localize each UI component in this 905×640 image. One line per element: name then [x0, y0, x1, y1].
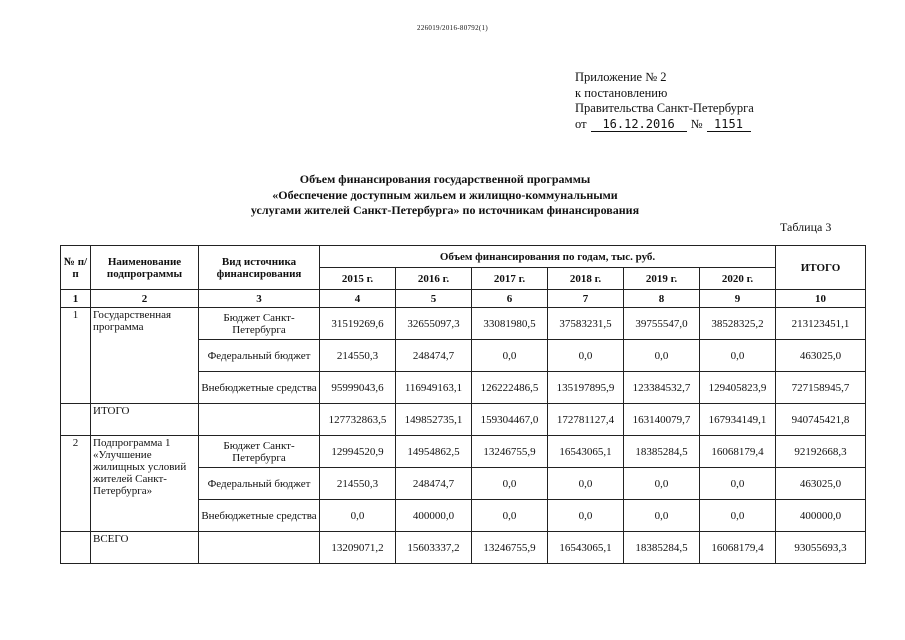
- title-line-2: «Обеспечение доступным жильем и жилищно-коммунальными: [272, 187, 618, 202]
- table-row: [61, 436, 866, 468]
- value-cell: 0,0: [624, 340, 700, 372]
- total-label: ВСЕГО: [91, 532, 199, 564]
- table-row: [61, 308, 866, 340]
- total-cell: 940745421,8: [776, 404, 866, 436]
- number-prefix: №: [690, 116, 703, 131]
- funding-source: Федеральный бюджет: [199, 468, 320, 500]
- value-cell: 18385284,5: [624, 532, 700, 564]
- total-cell: 463025,0: [776, 468, 866, 500]
- value-cell: 13209071,2: [320, 532, 396, 564]
- approval-block: [575, 70, 754, 132]
- value-cell: 149852735,1: [396, 404, 472, 436]
- value-cell: 14954862,5: [396, 436, 472, 468]
- funding-source: Внебюджетные средства: [199, 372, 320, 404]
- funding-source: Бюджет Санкт-Петербурга: [199, 308, 320, 340]
- value-cell: 135197895,9: [548, 372, 624, 404]
- header-year: 2017 г.: [472, 268, 548, 290]
- value-cell: 37583231,5: [548, 308, 624, 340]
- value-cell: 16068179,4: [700, 532, 776, 564]
- value-cell: 38528325,2: [700, 308, 776, 340]
- column-number: 6: [472, 290, 548, 308]
- value-cell: 31519269,6: [320, 308, 396, 340]
- value-cell: 159304467,0: [472, 404, 548, 436]
- value-cell: 0,0: [700, 468, 776, 500]
- header-total: ИТОГО: [776, 246, 866, 290]
- row-index-empty: [61, 532, 91, 564]
- value-cell: 0,0: [700, 340, 776, 372]
- column-number: 7: [548, 290, 624, 308]
- title-line-3: услугами жителей Санкт-Петербурга» по источникам финансирования: [250, 203, 640, 217]
- value-cell: 0,0: [320, 500, 396, 532]
- header-source: Вид источника финансирования: [199, 246, 320, 290]
- value-cell: 0,0: [548, 468, 624, 500]
- column-number: 10: [776, 290, 866, 308]
- approval-line-2: к постановлению: [575, 85, 668, 100]
- value-cell: 32655097,3: [396, 308, 472, 340]
- value-cell: 172781127,4: [548, 404, 624, 436]
- value-cell: 400000,0: [396, 500, 472, 532]
- total-cell: 400000,0: [776, 500, 866, 532]
- value-cell: 13246755,9: [472, 532, 548, 564]
- financing-table: [60, 245, 866, 564]
- approval-date-line: [575, 117, 754, 133]
- header-year: 2020 г.: [700, 268, 776, 290]
- value-cell: 0,0: [700, 500, 776, 532]
- approval-line-1: Приложение № 2: [575, 70, 667, 84]
- column-number: 3: [199, 290, 320, 308]
- program-name: Подпрограмма 1 «Улучшение жилищных условий жителей Санкт-Петербурга»: [91, 436, 199, 532]
- table-total-row: [61, 404, 866, 436]
- value-cell: 248474,7: [396, 468, 472, 500]
- value-cell: 0,0: [472, 500, 548, 532]
- value-cell: 129405823,9: [700, 372, 776, 404]
- table-caption: Таблица 3: [780, 220, 832, 234]
- total-cell: 213123451,1: [776, 308, 866, 340]
- column-number: 4: [320, 290, 396, 308]
- value-cell: 163140079,7: [624, 404, 700, 436]
- funding-source: Федеральный бюджет: [199, 340, 320, 372]
- title-line-1: Объем финансирования государственной программы: [299, 172, 591, 186]
- column-number: 1: [61, 290, 91, 308]
- document-id: 226019/2016-80792(1): [417, 24, 488, 32]
- header-name: Наименование подпрограммы: [91, 246, 199, 290]
- row-index: 1: [61, 308, 91, 404]
- header-idx: № п/п: [61, 246, 91, 290]
- column-number: 8: [624, 290, 700, 308]
- value-cell: 0,0: [548, 340, 624, 372]
- value-cell: 123384532,7: [624, 372, 700, 404]
- value-cell: 116949163,1: [396, 372, 472, 404]
- value-cell: 95999043,6: [320, 372, 396, 404]
- header-year: 2016 г.: [396, 268, 472, 290]
- header-year: 2015 г.: [320, 268, 396, 290]
- value-cell: 214550,3: [320, 340, 396, 372]
- header-year: 2019 г.: [624, 268, 700, 290]
- value-cell: 16543065,1: [548, 532, 624, 564]
- funding-source-empty: [199, 532, 320, 564]
- value-cell: 39755547,0: [624, 308, 700, 340]
- total-cell: 92192668,3: [776, 436, 866, 468]
- total-cell: 463025,0: [776, 340, 866, 372]
- date-prefix: от: [575, 116, 587, 131]
- value-cell: 16068179,4: [700, 436, 776, 468]
- value-cell: 0,0: [624, 468, 700, 500]
- funding-source: Бюджет Санкт-Петербурга: [199, 436, 320, 468]
- total-cell: 93055693,3: [776, 532, 866, 564]
- approval-line-3: Правительства Санкт-Петербурга: [575, 101, 754, 115]
- value-cell: 167934149,1: [700, 404, 776, 436]
- funding-source-empty: [199, 404, 320, 436]
- document-title: [160, 172, 730, 219]
- approval-date: 16.12.2016: [591, 117, 687, 132]
- column-number: 9: [700, 290, 776, 308]
- value-cell: 214550,3: [320, 468, 396, 500]
- value-cell: 126222486,5: [472, 372, 548, 404]
- value-cell: 0,0: [624, 500, 700, 532]
- program-name: Государственная программа: [91, 308, 199, 404]
- header-volume: Объем финансирования по годам, тыс. руб.: [320, 246, 776, 268]
- value-cell: 18385284,5: [624, 436, 700, 468]
- value-cell: 13246755,9: [472, 436, 548, 468]
- value-cell: 127732863,5: [320, 404, 396, 436]
- approval-number: 1151: [707, 117, 751, 132]
- value-cell: 0,0: [472, 468, 548, 500]
- total-cell: 727158945,7: [776, 372, 866, 404]
- header-year: 2018 г.: [548, 268, 624, 290]
- row-index: 2: [61, 436, 91, 532]
- funding-source: Внебюджетные средства: [199, 500, 320, 532]
- value-cell: 12994520,9: [320, 436, 396, 468]
- value-cell: 16543065,1: [548, 436, 624, 468]
- value-cell: 33081980,5: [472, 308, 548, 340]
- value-cell: 248474,7: [396, 340, 472, 372]
- value-cell: 0,0: [548, 500, 624, 532]
- column-number: 5: [396, 290, 472, 308]
- total-label: ИТОГО: [91, 404, 199, 436]
- table-total-row: [61, 532, 866, 564]
- row-index-empty: [61, 404, 91, 436]
- column-number: 2: [91, 290, 199, 308]
- value-cell: 15603337,2: [396, 532, 472, 564]
- value-cell: 0,0: [472, 340, 548, 372]
